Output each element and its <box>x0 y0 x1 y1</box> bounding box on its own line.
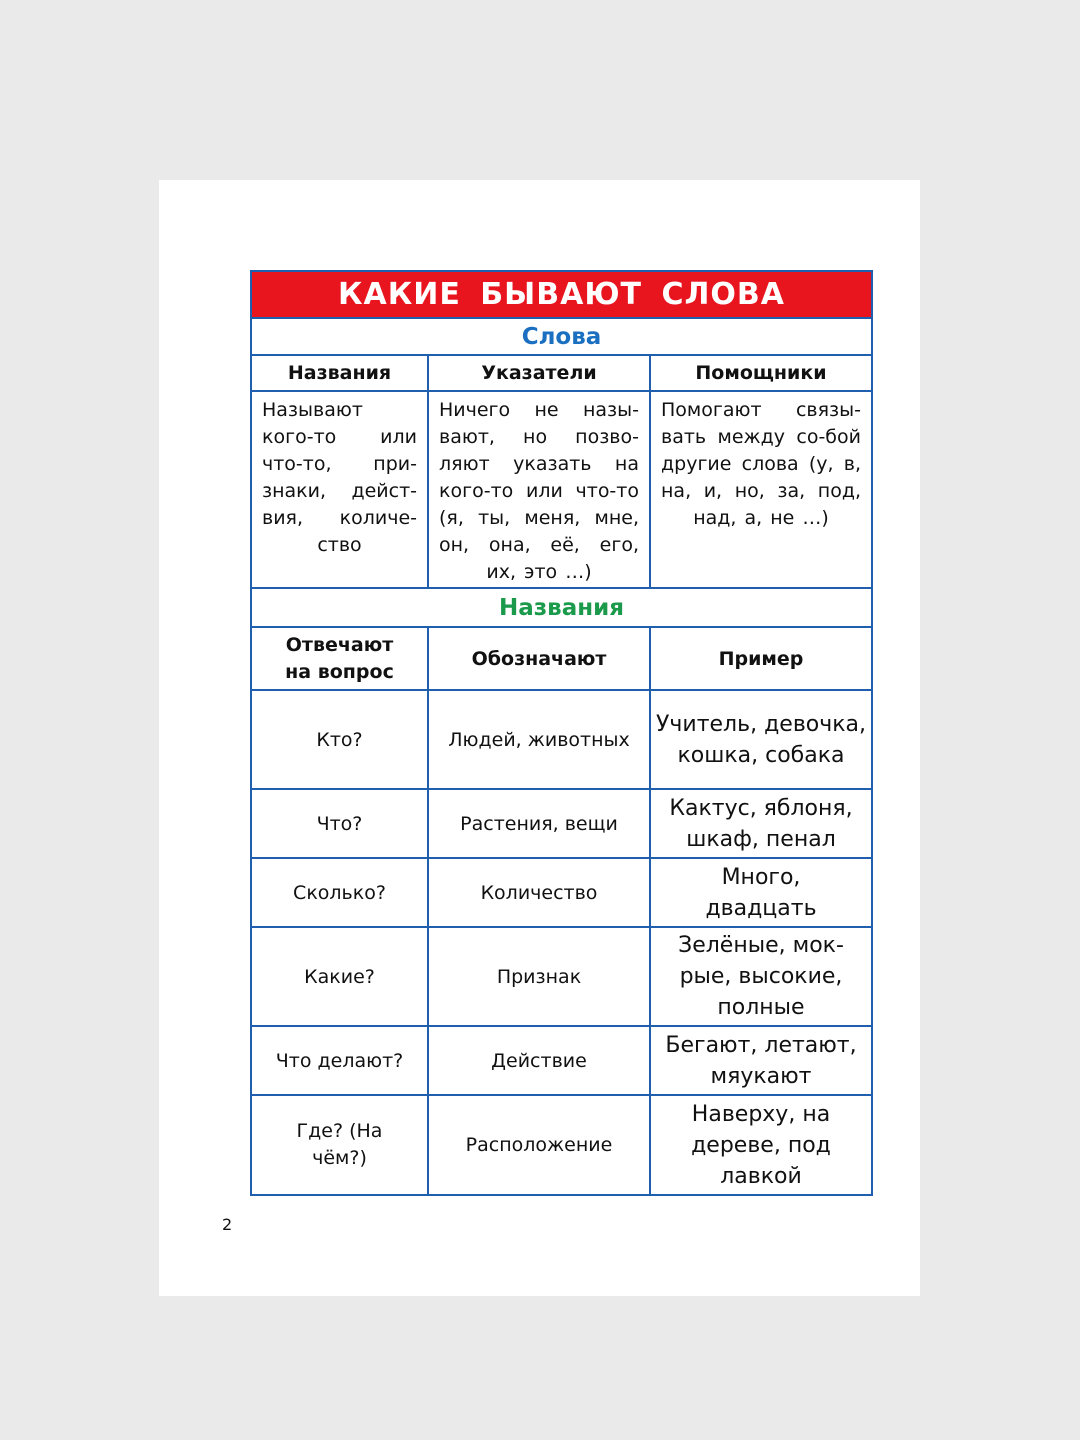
meaning-cell: Расположение <box>428 1095 650 1194</box>
question-cell: Где? (На чём?) <box>252 1095 428 1194</box>
question-cell: Кто? <box>252 690 428 789</box>
example-cell: Много, двадцать <box>650 858 871 927</box>
question-cell: Что? <box>252 789 428 858</box>
description-cell: Называют кого-то или что-то, при-знаки, дейст-вия, количе-ство <box>252 391 428 587</box>
meaning-cell: Количество <box>428 858 650 927</box>
example-cell: Зелёные, мок-рые, высокие, полные <box>650 927 871 1026</box>
question-cell: Какие? <box>252 927 428 1026</box>
meaning-cell: Людей, животных <box>428 690 650 789</box>
page-number: 2 <box>222 1215 233 1234</box>
column-header: Названия <box>252 356 428 391</box>
column-header: Отвечают на вопрос <box>252 628 428 690</box>
question-cell: Что делают? <box>252 1026 428 1095</box>
column-header: Указатели <box>428 356 650 391</box>
example-cell: Учитель, девочка, кошка, собака <box>650 690 871 789</box>
column-header: Обозначают <box>428 628 650 690</box>
column-header: Пример <box>650 628 871 690</box>
meaning-cell: Действие <box>428 1026 650 1095</box>
description-cell: Помогают связы-вать между со-бой другие слова (у, в, на, и, но, за, под, над, а, не …) <box>650 391 871 587</box>
page-title: КАКИЕ БЫВАЮТ СЛОВА <box>252 272 871 319</box>
example-cell: Кактус, яблоня, шкаф, пенал <box>650 789 871 858</box>
names-table <box>252 628 871 1194</box>
description-cell: Ничего не назы-вают, но позво-ляют указать на кого-то или что-то (я, ты, меня, мне, он, она, её, его, их, это …) <box>428 391 650 587</box>
example-cell: Бегают, летают, мяукают <box>650 1026 871 1095</box>
column-header: Помощники <box>650 356 871 391</box>
question-cell: Сколько? <box>252 858 428 927</box>
words-table-sheet <box>250 270 873 1196</box>
section-heading-nazvaniya: Названия <box>252 587 871 628</box>
section-heading-slova: Слова <box>252 319 871 356</box>
word-types-table <box>252 356 871 587</box>
example-cell: Наверху, на дереве, под лавкой <box>650 1095 871 1194</box>
meaning-cell: Растения, вещи <box>428 789 650 858</box>
meaning-cell: Признак <box>428 927 650 1026</box>
